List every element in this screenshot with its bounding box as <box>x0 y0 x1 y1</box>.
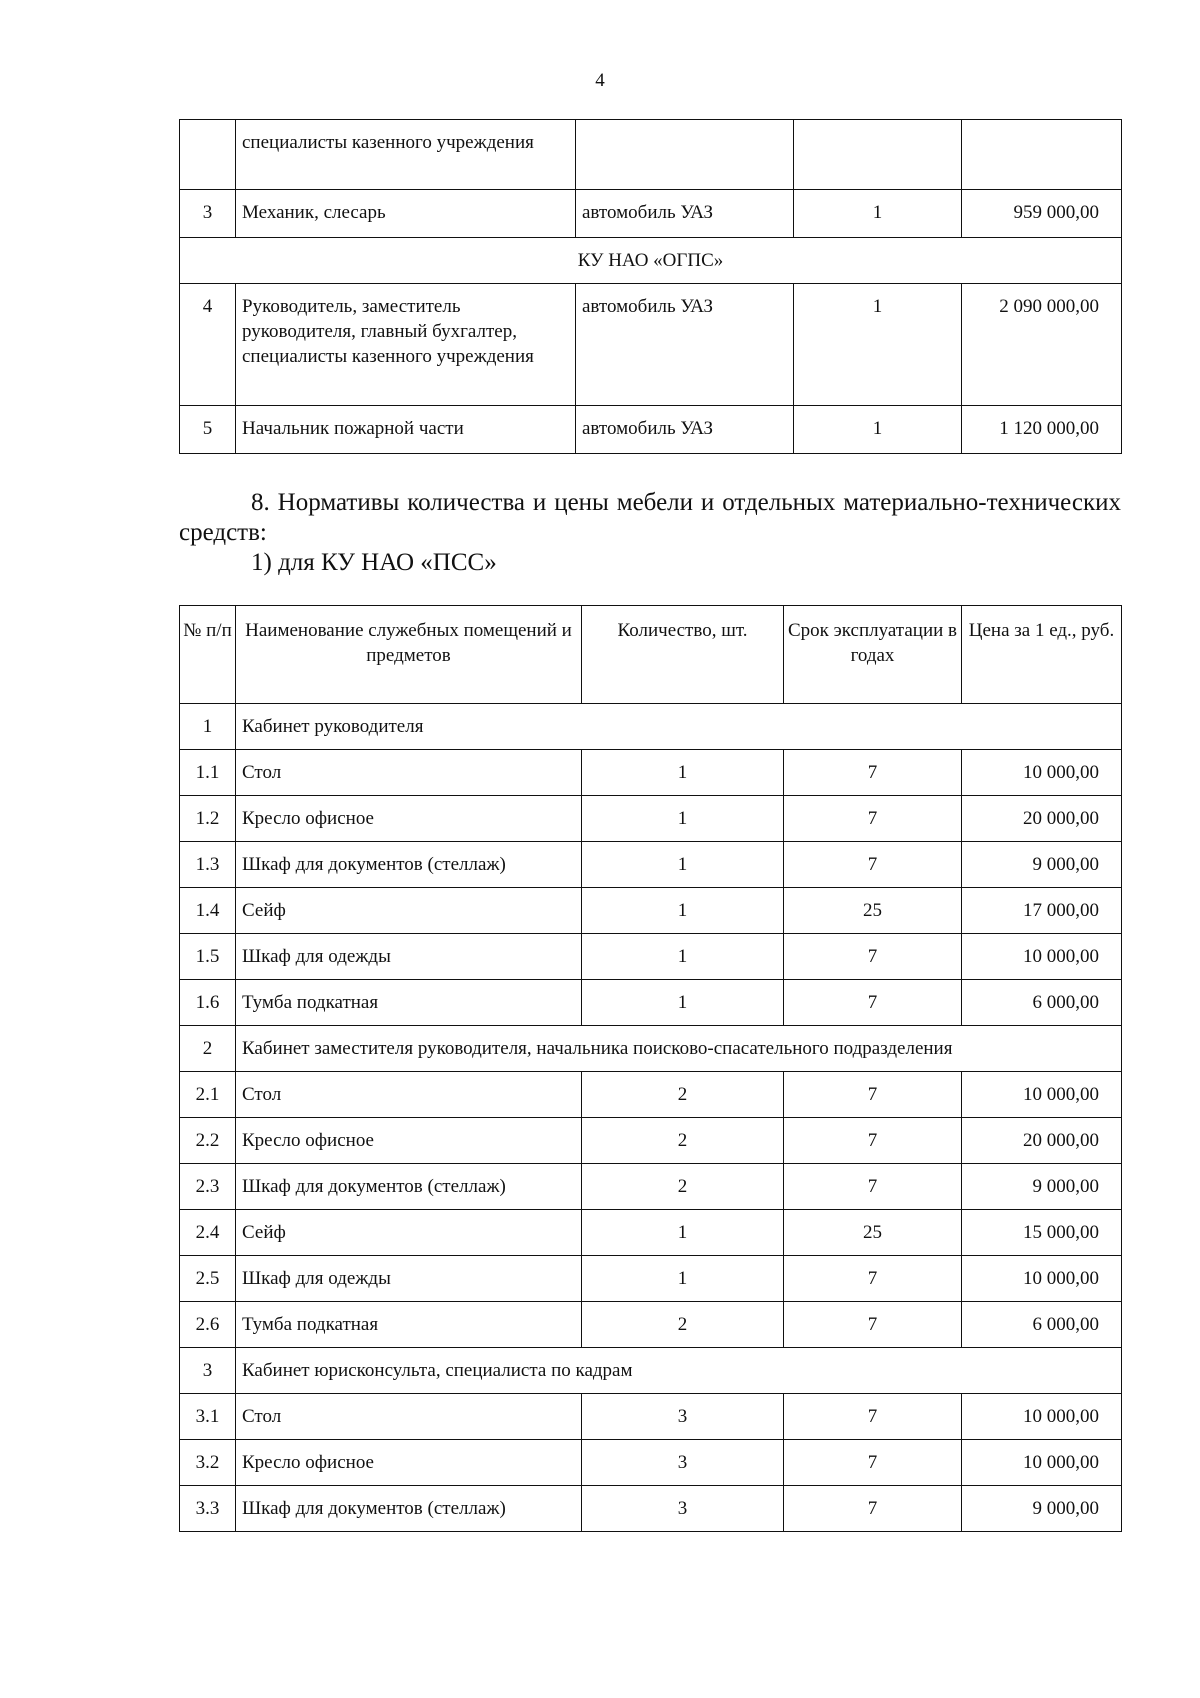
page-number: 4 <box>595 70 605 91</box>
item-service-life: 7 <box>784 1256 962 1302</box>
item-name: Кресло офисное <box>236 1440 582 1486</box>
item-number: 3.3 <box>180 1486 236 1532</box>
position-cell: Руководитель, заместитель руководителя, главный бухгалтер, специалисты казенного учреждения <box>236 284 576 406</box>
price-cell: 959 000,00 <box>962 190 1122 238</box>
item-service-life: 7 <box>784 750 962 796</box>
item-price: 10 000,00 <box>962 934 1122 980</box>
item-name: Шкаф для документов (стеллаж) <box>236 1486 582 1532</box>
table-row <box>180 934 1122 980</box>
table-row <box>180 1256 1122 1302</box>
vehicle-cell: автомобиль УАЗ <box>576 406 794 454</box>
header-name: Наименование служебных помещений и предметов <box>236 606 582 704</box>
item-price: 10 000,00 <box>962 1440 1122 1486</box>
item-quantity: 1 <box>582 796 784 842</box>
table-row <box>180 1118 1122 1164</box>
item-number: 2.4 <box>180 1210 236 1256</box>
item-quantity: 1 <box>582 842 784 888</box>
item-price: 20 000,00 <box>962 1118 1122 1164</box>
item-number: 1.5 <box>180 934 236 980</box>
count-cell: 1 <box>794 190 962 238</box>
row-number: 5 <box>180 406 236 454</box>
price-cell <box>962 120 1122 190</box>
section-number: 2 <box>180 1026 236 1072</box>
item-quantity: 3 <box>582 1486 784 1532</box>
item-service-life: 7 <box>784 842 962 888</box>
item-quantity: 3 <box>582 1440 784 1486</box>
header-qty: Количество, шт. <box>582 606 784 704</box>
row-number: 4 <box>180 284 236 406</box>
section-title: Кабинет юрисконсульта, специалиста по кадрам <box>236 1348 1122 1394</box>
item-price: 10 000,00 <box>962 1394 1122 1440</box>
table-row <box>180 120 1122 190</box>
item-service-life: 7 <box>784 934 962 980</box>
table-row <box>180 796 1122 842</box>
item-service-life: 7 <box>784 1302 962 1348</box>
item-service-life: 7 <box>784 1118 962 1164</box>
item-name: Кресло офисное <box>236 796 582 842</box>
item-name: Шкаф для одежды <box>236 934 582 980</box>
item-service-life: 7 <box>784 1394 962 1440</box>
item-service-life: 7 <box>784 1440 962 1486</box>
item-name: Шкаф для одежды <box>236 1256 582 1302</box>
item-price: 9 000,00 <box>962 1164 1122 1210</box>
item-number: 2.6 <box>180 1302 236 1348</box>
subsection-heading: 1) для КУ НАО «ПСС» <box>251 549 497 576</box>
item-number: 2.1 <box>180 1072 236 1118</box>
item-quantity: 1 <box>582 980 784 1026</box>
table-row <box>180 750 1122 796</box>
position-cell: Начальник пожарной части <box>236 406 576 454</box>
item-price: 10 000,00 <box>962 1072 1122 1118</box>
item-name: Сейф <box>236 888 582 934</box>
item-number: 1.4 <box>180 888 236 934</box>
item-quantity: 2 <box>582 1302 784 1348</box>
price-cell: 2 090 000,00 <box>962 284 1122 406</box>
vehicle-cell: автомобиль УАЗ <box>576 190 794 238</box>
item-quantity: 2 <box>582 1072 784 1118</box>
section-title: КУ НАО «ОГПС» <box>180 238 1122 284</box>
item-quantity: 1 <box>582 750 784 796</box>
item-number: 1.1 <box>180 750 236 796</box>
item-price: 6 000,00 <box>962 980 1122 1026</box>
table-row <box>180 190 1122 238</box>
item-service-life: 7 <box>784 1486 962 1532</box>
item-service-life: 25 <box>784 1210 962 1256</box>
item-name: Тумба подкатная <box>236 1302 582 1348</box>
item-number: 1.6 <box>180 980 236 1026</box>
item-number: 3.1 <box>180 1394 236 1440</box>
item-quantity: 1 <box>582 1256 784 1302</box>
item-quantity: 3 <box>582 1394 784 1440</box>
table-row <box>180 1440 1122 1486</box>
table-row <box>180 1394 1122 1440</box>
table-row <box>180 1486 1122 1532</box>
section-row <box>180 238 1122 284</box>
section-title: Кабинет заместителя руководителя, начальника поисково-спасательного подразделения <box>236 1026 1122 1072</box>
item-quantity: 1 <box>582 888 784 934</box>
item-quantity: 1 <box>582 1210 784 1256</box>
item-number: 1.2 <box>180 796 236 842</box>
table-row <box>180 980 1122 1026</box>
header-life: Срок эксплуатации в годах <box>784 606 962 704</box>
item-number: 2.2 <box>180 1118 236 1164</box>
item-service-life: 7 <box>784 1072 962 1118</box>
item-service-life: 7 <box>784 796 962 842</box>
item-name: Шкаф для документов (стеллаж) <box>236 842 582 888</box>
item-number: 2.5 <box>180 1256 236 1302</box>
section-heading: 8. Нормативы количества и цены мебели и отдельных материально-технических средств: <box>179 489 1121 546</box>
vehicle-cell: автомобиль УАЗ <box>576 284 794 406</box>
section-row <box>180 704 1122 750</box>
section-title: Кабинет руководителя <box>236 704 1122 750</box>
item-number: 1.3 <box>180 842 236 888</box>
item-number: 2.3 <box>180 1164 236 1210</box>
item-name: Стол <box>236 750 582 796</box>
price-cell: 1 120 000,00 <box>962 406 1122 454</box>
position-cell: Механик, слесарь <box>236 190 576 238</box>
table-row <box>180 1302 1122 1348</box>
table-row <box>180 842 1122 888</box>
table-header-row <box>180 606 1122 704</box>
item-price: 20 000,00 <box>962 796 1122 842</box>
position-cell: специалисты казенного учреждения <box>236 120 576 190</box>
count-cell: 1 <box>794 406 962 454</box>
item-price: 9 000,00 <box>962 1486 1122 1532</box>
section-row <box>180 1348 1122 1394</box>
table-row <box>180 1210 1122 1256</box>
item-quantity: 1 <box>582 934 784 980</box>
table-row <box>180 1072 1122 1118</box>
item-name: Тумба подкатная <box>236 980 582 1026</box>
item-service-life: 25 <box>784 888 962 934</box>
table-row <box>180 888 1122 934</box>
vehicle-norms-table <box>179 119 1122 454</box>
item-service-life: 7 <box>784 980 962 1026</box>
table-row <box>180 1164 1122 1210</box>
count-cell <box>794 120 962 190</box>
table-row <box>180 406 1122 454</box>
item-name: Стол <box>236 1394 582 1440</box>
section-number: 1 <box>180 704 236 750</box>
item-price: 15 000,00 <box>962 1210 1122 1256</box>
item-price: 6 000,00 <box>962 1302 1122 1348</box>
item-price: 17 000,00 <box>962 888 1122 934</box>
item-price: 10 000,00 <box>962 750 1122 796</box>
row-number: 3 <box>180 190 236 238</box>
item-service-life: 7 <box>784 1164 962 1210</box>
furniture-norms-table <box>179 605 1122 1532</box>
header-price: Цена за 1 ед., руб. <box>962 606 1122 704</box>
item-quantity: 2 <box>582 1118 784 1164</box>
item-quantity: 2 <box>582 1164 784 1210</box>
item-number: 3.2 <box>180 1440 236 1486</box>
count-cell: 1 <box>794 284 962 406</box>
section-number: 3 <box>180 1348 236 1394</box>
item-name: Шкаф для документов (стеллаж) <box>236 1164 582 1210</box>
section-row <box>180 1026 1122 1072</box>
table-row <box>180 284 1122 406</box>
vehicle-cell <box>576 120 794 190</box>
item-name: Стол <box>236 1072 582 1118</box>
header-num: № п/п <box>180 606 236 704</box>
item-name: Сейф <box>236 1210 582 1256</box>
item-name: Кресло офисное <box>236 1118 582 1164</box>
item-price: 9 000,00 <box>962 842 1122 888</box>
row-number <box>180 120 236 190</box>
item-price: 10 000,00 <box>962 1256 1122 1302</box>
